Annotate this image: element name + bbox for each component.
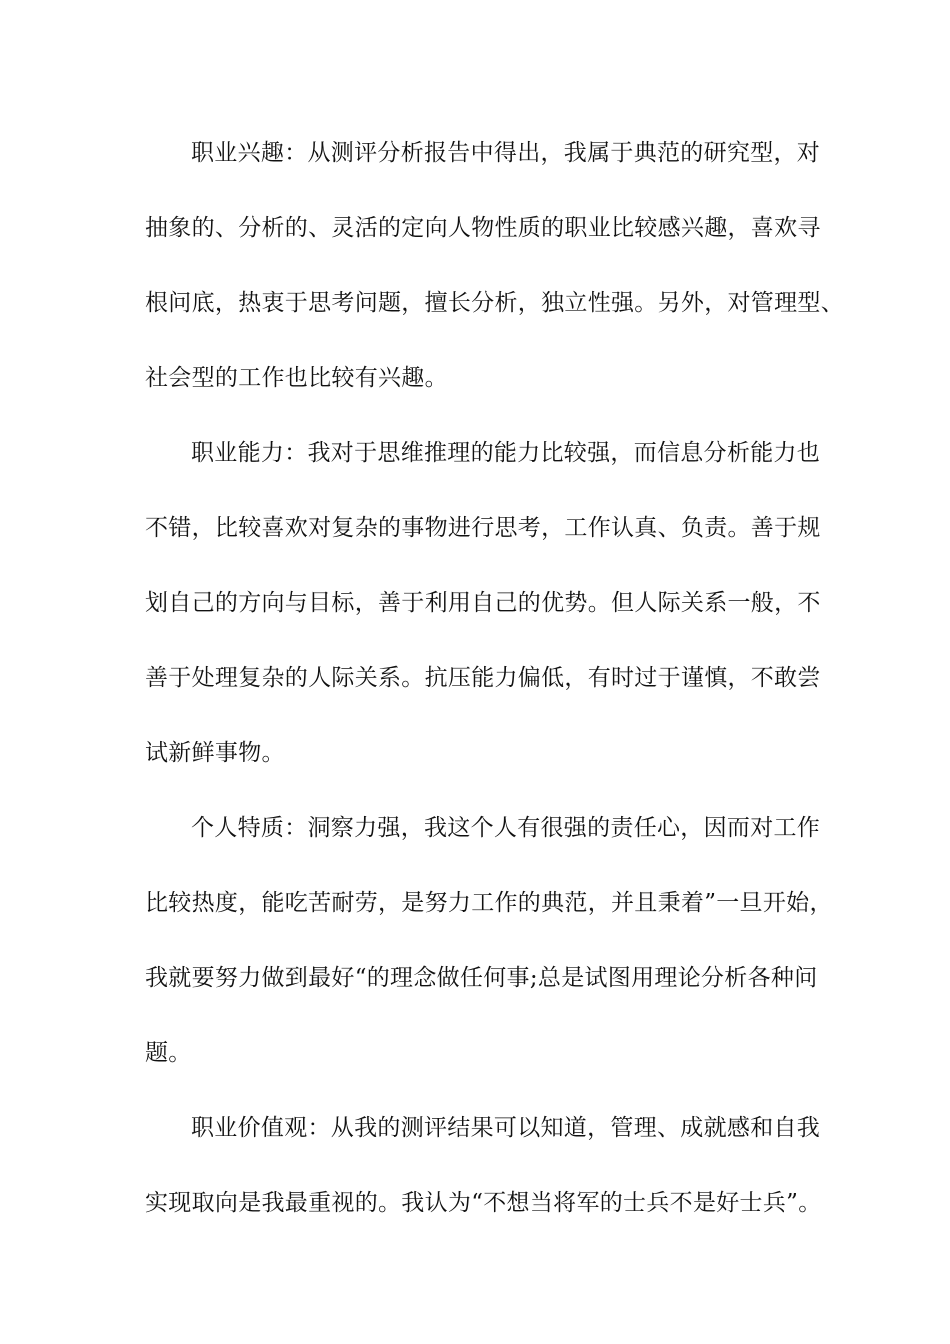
paragraph-ability-line: 不错，比较喜欢对复杂的事物进行思考，工作认真、负责。善于规	[145, 515, 821, 541]
paragraph-traits-line: 个人特质：洞察力强，我这个人有很强的责任心，因而对工作	[191, 815, 821, 841]
paragraph-ability-line: 试新鲜事物。	[145, 740, 285, 766]
paragraph-interest-line: 职业兴趣：从测评分析报告中得出，我属于典范的研究型，对	[191, 140, 821, 166]
paragraph-ability-line: 善于处理复杂的人际关系。抗压能力偏低，有时过于谨慎，不敢尝	[145, 665, 821, 691]
paragraph-interest-line: 社会型的工作也比较有兴趣。	[145, 365, 448, 391]
paragraph-interest-line: 抽象的、分析的、灵活的定向人物性质的职业比较感兴趣，喜欢寻	[145, 215, 821, 241]
paragraph-ability-line: 划自己的方向与目标，善于利用自己的优势。但人际关系一般，不	[145, 590, 821, 616]
paragraph-traits-line: 我就要努力做到最好“的理念做任何事;总是试图用理论分析各种问	[145, 965, 818, 991]
paragraph-ability-line: 职业能力：我对于思维推理的能力比较强，而信息分析能力也	[191, 440, 821, 466]
paragraph-values-line: 职业价值观：从我的测评结果可以知道，管理、成就感和自我	[191, 1115, 821, 1141]
document-body	[145, 133, 844, 1258]
paragraph-interest-line: 根问底，热衷于思考问题，擅长分析，独立性强。另外，对管理型、	[145, 290, 844, 316]
paragraph-values-line: 实现取向是我最重视的。我认为“不想当将军的士兵不是好士兵”。	[145, 1190, 822, 1216]
paragraph-traits-line: 题。	[145, 1040, 192, 1066]
paragraph-traits-line: 比较热度，能吃苦耐劳，是努力工作的典范，并且秉着”一旦开始，	[145, 890, 833, 916]
